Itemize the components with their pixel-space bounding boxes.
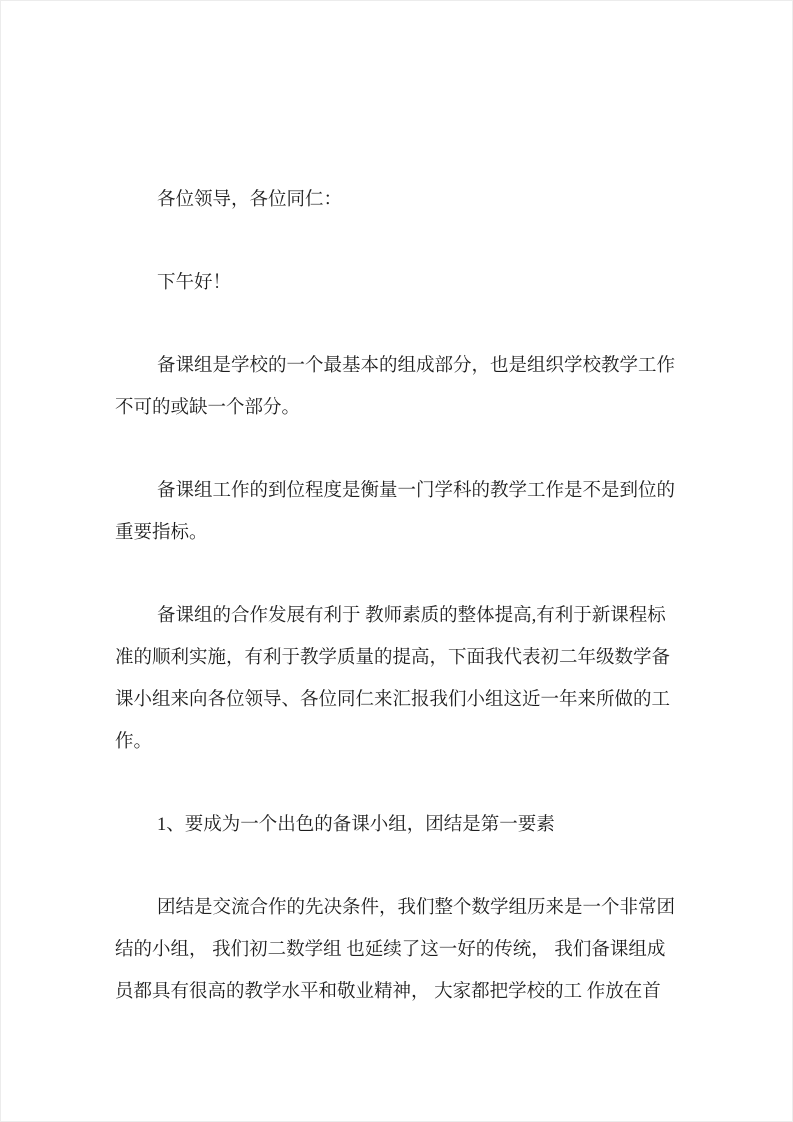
paragraph-4	[115, 470, 677, 554]
text-line: 课小组来向各位领导、各位同仁来汇报我们小组这近一年来所做的工	[115, 690, 671, 710]
text-line: 备课组的合作发展有利于 教师素质的整体提高,有利于新课程标	[157, 606, 666, 626]
text-line: 准的顺利实施，有利于教学质量的提高，下面我代表初二年级数学备	[115, 648, 671, 668]
text-line: 下午好！	[157, 273, 232, 293]
text-line: 备课组是学校的一个最基本的组成部分，也是组织学校教学工作	[157, 356, 676, 376]
paragraph-1	[115, 179, 677, 221]
text-line: 员都具有很高的教学水平和敬业精神， 大家都把学校的工 作放在首	[115, 982, 661, 1002]
text-line: 备课组工作的到位程度是衡量一门学科的教学工作是不是到位的	[157, 481, 676, 501]
paragraph-7	[115, 887, 677, 1013]
paragraph-3	[115, 345, 677, 429]
text-line: 不可的或缺一个部分。	[115, 398, 301, 418]
text-line: 作。	[115, 732, 153, 752]
text-line: 团结是交流合作的先决条件，我们整个数学组历来是一个非常团	[157, 898, 676, 918]
paragraph-2	[115, 262, 677, 304]
text-line: 重要指标。	[115, 523, 208, 543]
text-line: 各位领导，各位同仁：	[157, 190, 343, 210]
text-line: 1、要成为一个出色的备课小组，团结是第一要素	[157, 815, 555, 835]
document-body	[115, 179, 677, 1013]
paragraph-5	[115, 595, 677, 763]
paragraph-6	[115, 804, 677, 846]
text-line: 结的小组， 我们初二数学组 也延续了这一好的传统， 我们备课组成	[115, 940, 666, 960]
